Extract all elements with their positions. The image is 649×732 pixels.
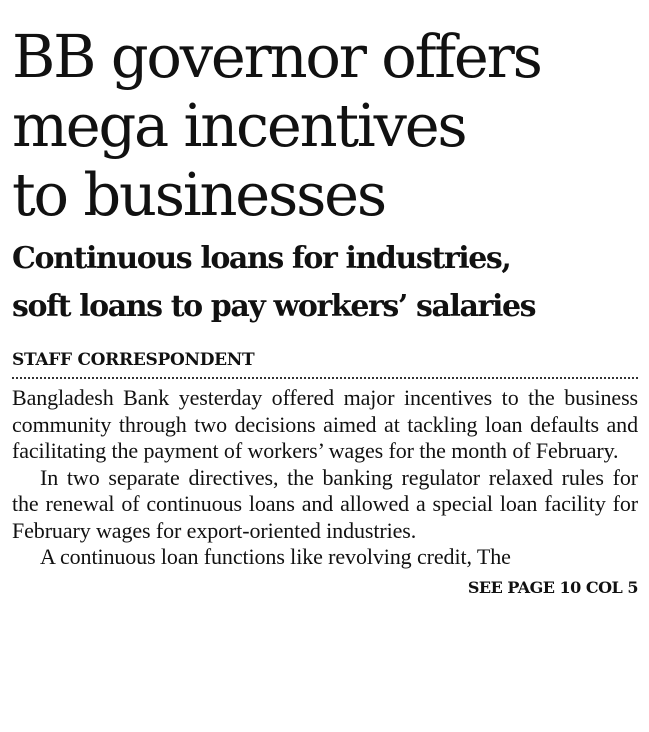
- headline-line-1: BB governor offers: [12, 22, 541, 91]
- headline-line-3: to businesses: [12, 160, 385, 229]
- article-body: [12, 385, 638, 571]
- body-paragraph-3: A continuous loan functions like revolving credit, The: [40, 544, 511, 569]
- byline: STAFF CORRESPONDENT: [12, 350, 255, 370]
- subheadline-line-1: Continuous loans for industries,: [12, 241, 511, 276]
- headline: [12, 0, 638, 229]
- dotted-divider: [12, 377, 638, 379]
- headline-line-2: mega incentives: [12, 91, 466, 160]
- body-paragraph-1: Bangladesh Bank yesterday offered major incentives to the business community through two decisions aimed at tackling loan defaults and facilitating the payment of workers’ wages for the month of February.: [12, 385, 638, 463]
- continued-on-page-note: SEE PAGE 10 COL 5: [467, 577, 638, 597]
- subheadline-line-2: soft loans to pay workers’ salaries: [12, 289, 536, 324]
- news-article: [12, 0, 638, 599]
- subheadline: [12, 235, 638, 331]
- body-paragraph-2: In two separate directives, the banking regulator relaxed rules for the renewal of continuous loans and allowed a special loan facility for February wages for export-oriented industries.: [12, 464, 638, 543]
